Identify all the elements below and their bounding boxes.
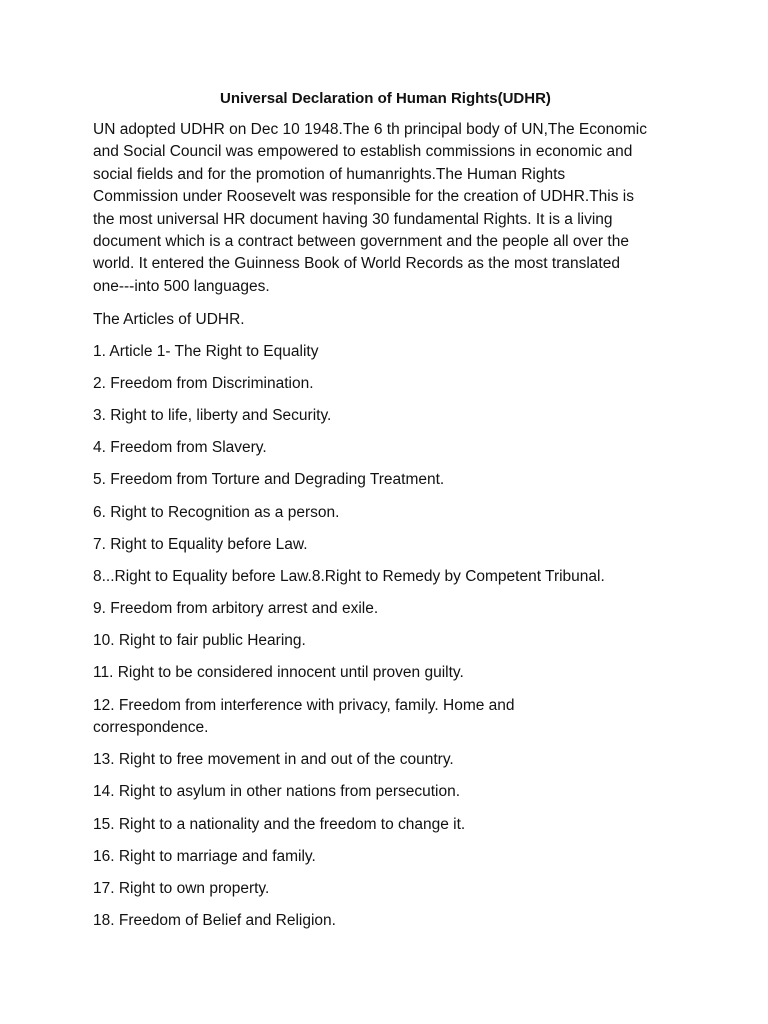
article-item: 2. Freedom from Discrimination. bbox=[93, 375, 314, 392]
article-item: 3. Right to life, liberty and Security. bbox=[93, 407, 332, 424]
articles-heading: The Articles of UDHR. bbox=[93, 311, 245, 328]
article-item: 17. Right to own property. bbox=[93, 880, 270, 897]
intro-line: and Social Council was empowered to establish commissions in economic and bbox=[93, 143, 633, 161]
article-item: 1. Article 1- The Right to Equality bbox=[93, 343, 319, 360]
article-item: 5. Freedom from Torture and Degrading Treatment. bbox=[93, 471, 445, 488]
article-item: 15. Right to a nationality and the freedom to change it. bbox=[93, 816, 466, 833]
intro-line: world. It entered the Guinness Book of World Records as the most translated bbox=[93, 255, 620, 273]
intro-line: one---into 500 languages. bbox=[93, 277, 270, 295]
article-item: 16. Right to marriage and family. bbox=[93, 848, 316, 865]
article-item: 7. Right to Equality before Law. bbox=[93, 536, 308, 553]
article-item: 13. Right to free movement in and out of the country. bbox=[93, 751, 454, 768]
article-item: 18. Freedom of Belief and Religion. bbox=[93, 912, 336, 929]
article-item: 6. Right to Recognition as a person. bbox=[93, 504, 340, 521]
intro-line: UN adopted UDHR on Dec 10 1948.The 6 th principal body of UN,The Economic bbox=[93, 121, 647, 138]
intro-line: the most universal HR document having 30 fundamental Rights. It is a living bbox=[93, 210, 613, 228]
document-title: Universal Declaration of Human Rights(UDHR) bbox=[220, 90, 551, 107]
article-item: 10. Right to fair public Hearing. bbox=[93, 632, 306, 649]
intro-line: document which is a contract between government and the people all over the bbox=[93, 233, 629, 251]
intro-paragraph bbox=[93, 119, 683, 298]
article-item-continuation: correspondence. bbox=[93, 719, 209, 736]
article-item: 14. Right to asylum in other nations from persecution. bbox=[93, 783, 461, 800]
article-item: 8...Right to Equality before Law.8.Right to Remedy by Competent Tribunal. bbox=[93, 568, 605, 585]
article-item: 4. Freedom from Slavery. bbox=[93, 439, 267, 456]
article-item: 9. Freedom from arbitory arrest and exile. bbox=[93, 600, 379, 617]
article-item: 11. Right to be considered innocent until proven guilty. bbox=[93, 664, 464, 681]
intro-line: Commission under Roosevelt was responsible for the creation of UDHR.This is bbox=[93, 188, 634, 206]
article-item: 12. Freedom from interference with privacy, family. Home and bbox=[93, 697, 515, 714]
intro-line: social fields and for the promotion of humanrights.The Human Rights bbox=[93, 165, 566, 183]
